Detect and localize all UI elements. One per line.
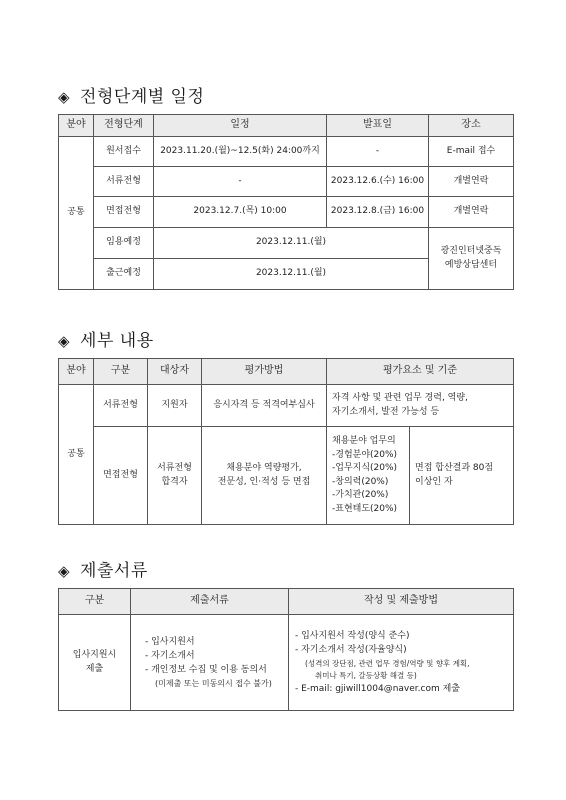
table-header-row <box>59 589 514 615</box>
elements-cell <box>327 427 410 525</box>
table-row <box>59 167 514 197</box>
element-line: -경험분야(20%) <box>332 449 398 460</box>
stage-cell: 출근예정 <box>94 259 154 290</box>
section-title-text: 전형단계별 일정 <box>80 87 205 107</box>
table-row <box>59 385 514 427</box>
method-note: (성격의 장단점, 관련 업무 경험/역량 및 향후 계획, <box>305 658 470 668</box>
header-cell: 작성 및 제출방법 <box>289 589 514 615</box>
target-line: 서류전형 <box>157 463 192 474</box>
element-line: -업무지식(20%) <box>332 463 398 473</box>
table-row <box>59 228 514 259</box>
schedule-cell: 2023.12.7.(목) 10:00 <box>154 197 327 228</box>
place-cell: E-mail 접수 <box>429 137 514 167</box>
document-item: - 자기소개서 <box>145 650 195 661</box>
schedule-cell: 2023.12.11.(월) <box>154 228 429 259</box>
details-table <box>58 358 514 525</box>
target-cell <box>148 427 202 525</box>
diamond-bullet-icon: ◈ <box>58 332 71 350</box>
stage-cell: 서류전형 <box>94 167 154 197</box>
header-cell: 구분 <box>94 359 148 385</box>
methods-cell <box>289 615 514 711</box>
header-cell: 분야 <box>59 115 94 137</box>
section-title-documents <box>58 556 148 581</box>
target-cell: 지원자 <box>148 385 202 427</box>
criteria-line: 자기소개서, 발전 가능성 등 <box>332 406 440 417</box>
category-line: 입사지원시 <box>72 650 117 661</box>
category-cell <box>59 615 131 711</box>
method-line: 채용분야 역량평가, <box>226 463 302 474</box>
table-header-row <box>59 115 514 137</box>
criteria-line: 자격 사항 및 관련 업무 경력, 역량, <box>332 393 468 404</box>
stage-cell: 원서접수 <box>94 137 154 167</box>
criteria-cell <box>327 385 514 427</box>
header-cell: 장소 <box>429 115 514 137</box>
document-item: - 입사지원서 <box>145 636 195 647</box>
field-cell: 공통 <box>59 137 94 290</box>
method-cell: 응시자격 등 적격여부심사 <box>202 385 327 427</box>
section-title-text: 세부 내용 <box>80 331 154 351</box>
method-item: - 입사지원서 작성(양식 준수) <box>295 630 410 641</box>
document-item: - 개인정보 수집 및 이용 동의서 <box>145 665 267 676</box>
category-cell: 면접전형 <box>94 427 148 525</box>
category-cell: 서류전형 <box>94 385 148 427</box>
stage-cell: 임용예정 <box>94 228 154 259</box>
schedule-cell: - <box>154 167 327 197</box>
section-title-details <box>58 326 154 351</box>
element-line: -표현태도(20%) <box>332 503 398 514</box>
documents-table <box>58 588 514 711</box>
announce-cell: 2023.12.8.(금) 16:00 <box>327 197 429 228</box>
place-cell: 개별연락 <box>429 167 514 197</box>
stage-cell: 면접전형 <box>94 197 154 228</box>
diamond-bullet-icon: ◈ <box>58 88 71 106</box>
method-item: - 자기소개서 작성(자율양식) <box>295 645 407 656</box>
method-note: 취미나 특기, 갈등상황 해결 등) <box>315 670 417 680</box>
header-cell: 구분 <box>59 589 131 615</box>
place-cell-merged <box>429 228 514 290</box>
table-row <box>59 137 514 167</box>
header-cell: 발표일 <box>327 115 429 137</box>
header-cell: 대상자 <box>148 359 202 385</box>
pass-line: 이상인 자 <box>415 476 453 487</box>
header-cell: 평가요소 및 기준 <box>327 359 514 385</box>
documents-cell <box>131 615 289 711</box>
place-cell: 개별연락 <box>429 197 514 228</box>
header-cell: 전형단계 <box>94 115 154 137</box>
header-cell: 분야 <box>59 359 94 385</box>
pass-line: 면접 합산결과 80점 <box>415 463 494 474</box>
header-cell: 제출서류 <box>131 589 289 615</box>
header-cell: 일정 <box>154 115 327 137</box>
place-line: 예방상담센터 <box>444 259 498 270</box>
element-line: -창의력(20%) <box>332 476 389 487</box>
schedule-cell: 2023.12.11.(월) <box>154 259 429 290</box>
document-note: (미제출 또는 미동의시 접수 불가) <box>155 678 272 688</box>
target-line: 합격자 <box>161 476 188 487</box>
category-line: 제출 <box>85 663 104 674</box>
diamond-bullet-icon: ◈ <box>58 562 71 580</box>
field-cell: 공통 <box>59 385 94 525</box>
section-title-schedule <box>58 82 204 107</box>
table-row <box>59 615 514 711</box>
schedule-cell: 2023.11.20.(월)~12.5(화) 24:00까지 <box>154 137 327 167</box>
method-line: 전문성, 인·적성 등 면접 <box>217 476 311 487</box>
schedule-table <box>58 114 514 290</box>
announce-cell: - <box>327 137 429 167</box>
table-row <box>59 197 514 228</box>
header-cell: 평가방법 <box>202 359 327 385</box>
email-line: - E-mail: gjiwill1004@naver.com 제출 <box>295 683 460 694</box>
table-header-row <box>59 359 514 385</box>
method-cell <box>202 427 327 525</box>
table-row <box>59 427 514 525</box>
element-line: -가치관(20%) <box>332 490 389 500</box>
announce-cell: 2023.12.6.(수) 16:00 <box>327 167 429 197</box>
place-line: 광진인터넷중독 <box>440 246 502 257</box>
section-title-text: 제출서류 <box>80 561 148 581</box>
element-line: 채용분야 업무의 <box>332 436 396 446</box>
pass-criteria-cell <box>410 427 514 525</box>
